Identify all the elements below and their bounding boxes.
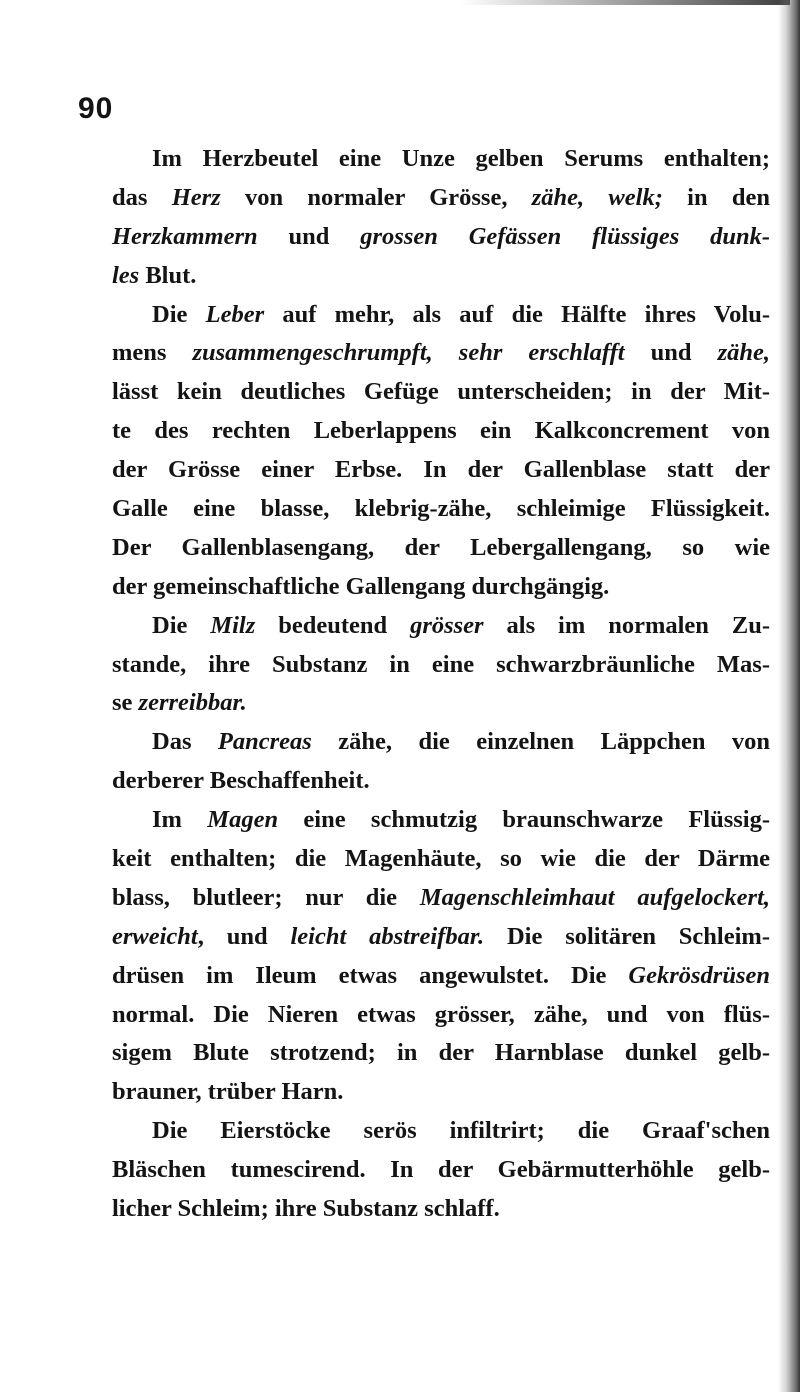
italic-term: zusammengeschrumpft, sehr erschlafft xyxy=(192,339,625,367)
text-line xyxy=(112,140,770,179)
italic-term: zähe, xyxy=(717,339,770,367)
text-run: sigem Blute strotzend; in der Harnblase dunkel gelb- xyxy=(112,1039,770,1067)
text-line xyxy=(112,257,770,296)
text-run: te des rechten Leberlappens ein Kalkconcrement von xyxy=(112,417,770,445)
text-line xyxy=(112,957,770,996)
top-edge-shadow xyxy=(460,0,790,5)
text-line xyxy=(112,373,770,412)
text-run: se xyxy=(112,689,139,717)
text-run: derberer Beschaffenheit. xyxy=(112,767,370,795)
text-line xyxy=(112,723,770,762)
italic-term: Pancreas xyxy=(217,728,312,756)
italic-term: Magen xyxy=(207,806,279,834)
text-run: lässt kein deutliches Gefüge unterscheiden; in der Mit- xyxy=(112,378,770,406)
italic-term: zähe, welk; xyxy=(531,183,663,211)
text-line xyxy=(112,607,770,646)
text-run: Im Herzbeutel eine Unze gelben Serums enthalten; xyxy=(152,145,770,172)
text-line xyxy=(112,996,770,1035)
italic-term: zerreibbar. xyxy=(138,689,247,717)
text-line xyxy=(112,801,770,840)
text-run: Blut. xyxy=(139,261,197,289)
italic-term: Herzkammern xyxy=(112,222,258,250)
text-run: in den xyxy=(662,183,770,211)
text-line xyxy=(112,412,770,451)
italic-term: grösser xyxy=(410,611,484,639)
body-text xyxy=(112,140,770,1229)
text-run: Bläschen tumescirend. In der Gebärmutterhöhle gelb- xyxy=(112,1156,770,1184)
text-run: auf mehr, als auf die Hälfte ihres Volu- xyxy=(264,300,770,328)
text-run: der Grösse einer Erbse. In der Gallenblase statt der xyxy=(112,456,770,484)
text-run: von normaler Grösse, xyxy=(220,183,532,211)
text-line xyxy=(112,1190,770,1229)
text-line xyxy=(112,646,770,685)
text-run: das xyxy=(112,183,172,211)
text-line xyxy=(112,762,770,801)
text-run: Galle eine blasse, klebrig-zähe, schleimige Flüssigkeit. xyxy=(112,495,770,523)
text-line xyxy=(112,296,770,335)
text-line xyxy=(112,179,770,218)
text-run: stande, ihre Substanz in eine schwarzbräunliche Mas- xyxy=(112,650,770,678)
text-line xyxy=(112,334,770,373)
italic-term: Milz xyxy=(210,611,256,639)
text-line xyxy=(112,684,770,723)
text-run: der gemeinschaftliche Gallengang durchgängig. xyxy=(112,572,610,600)
page-number: 90 xyxy=(78,92,114,125)
text-run: eine schmutzig braunschwarze Flüssig- xyxy=(278,806,771,834)
text-run: Das xyxy=(152,728,218,756)
text-line xyxy=(112,840,770,879)
text-run: Die xyxy=(152,300,206,328)
text-run: brauner, trüber Harn. xyxy=(112,1078,344,1106)
text-run: Der Gallenblasengang, der Lebergallengang, so wie xyxy=(112,533,770,561)
italic-term: les xyxy=(112,261,140,289)
text-run: , und xyxy=(197,922,291,950)
text-run: blass, blutleer; nur die xyxy=(112,883,420,911)
text-line xyxy=(112,1151,770,1190)
italic-term: erweicht xyxy=(112,922,198,950)
text-run: und xyxy=(257,222,361,250)
italic-term: grossen Gefässen flüssiges dunk- xyxy=(360,222,770,250)
page-edge-shadow xyxy=(778,0,800,1392)
italic-term: Gekrösdrüsen xyxy=(628,961,770,989)
text-run: licher Schleim; ihre Substanz schlaff. xyxy=(112,1195,500,1223)
text-line xyxy=(112,490,770,529)
text-run: Die Eierstöcke serös infiltrirt; die Graaf'schen xyxy=(152,1117,770,1145)
text-line xyxy=(112,879,770,918)
italic-term: Magenschleimhaut aufgelockert, xyxy=(419,883,771,911)
text-run: mens xyxy=(112,339,193,367)
text-line xyxy=(112,1112,770,1151)
text-line xyxy=(112,1073,770,1112)
italic-term: Herz xyxy=(171,183,221,211)
text-run: Die solitären Schleim- xyxy=(484,922,770,950)
text-line xyxy=(112,451,770,490)
text-run: Im xyxy=(152,806,208,834)
text-line xyxy=(112,218,770,257)
text-run: drüsen im Ileum etwas angewulstet. Die xyxy=(112,961,629,989)
text-line xyxy=(112,1034,770,1073)
text-line xyxy=(112,568,770,607)
text-run: bedeutend xyxy=(255,611,411,639)
text-run: und xyxy=(624,339,718,367)
text-run: zähe, die einzelnen Läppchen von xyxy=(311,728,771,756)
text-run: als im normalen Zu- xyxy=(483,611,770,639)
text-run: Die xyxy=(152,611,211,639)
italic-term: leicht abstreifbar. xyxy=(290,922,485,950)
text-run: keit enthalten; die Magenhäute, so wie die der Därme xyxy=(112,845,770,873)
text-line xyxy=(112,918,770,957)
text-run: normal. Die Nieren etwas grösser, zähe, und von flüs- xyxy=(112,1000,770,1028)
italic-term: Leber xyxy=(205,300,265,328)
text-line xyxy=(112,529,770,568)
